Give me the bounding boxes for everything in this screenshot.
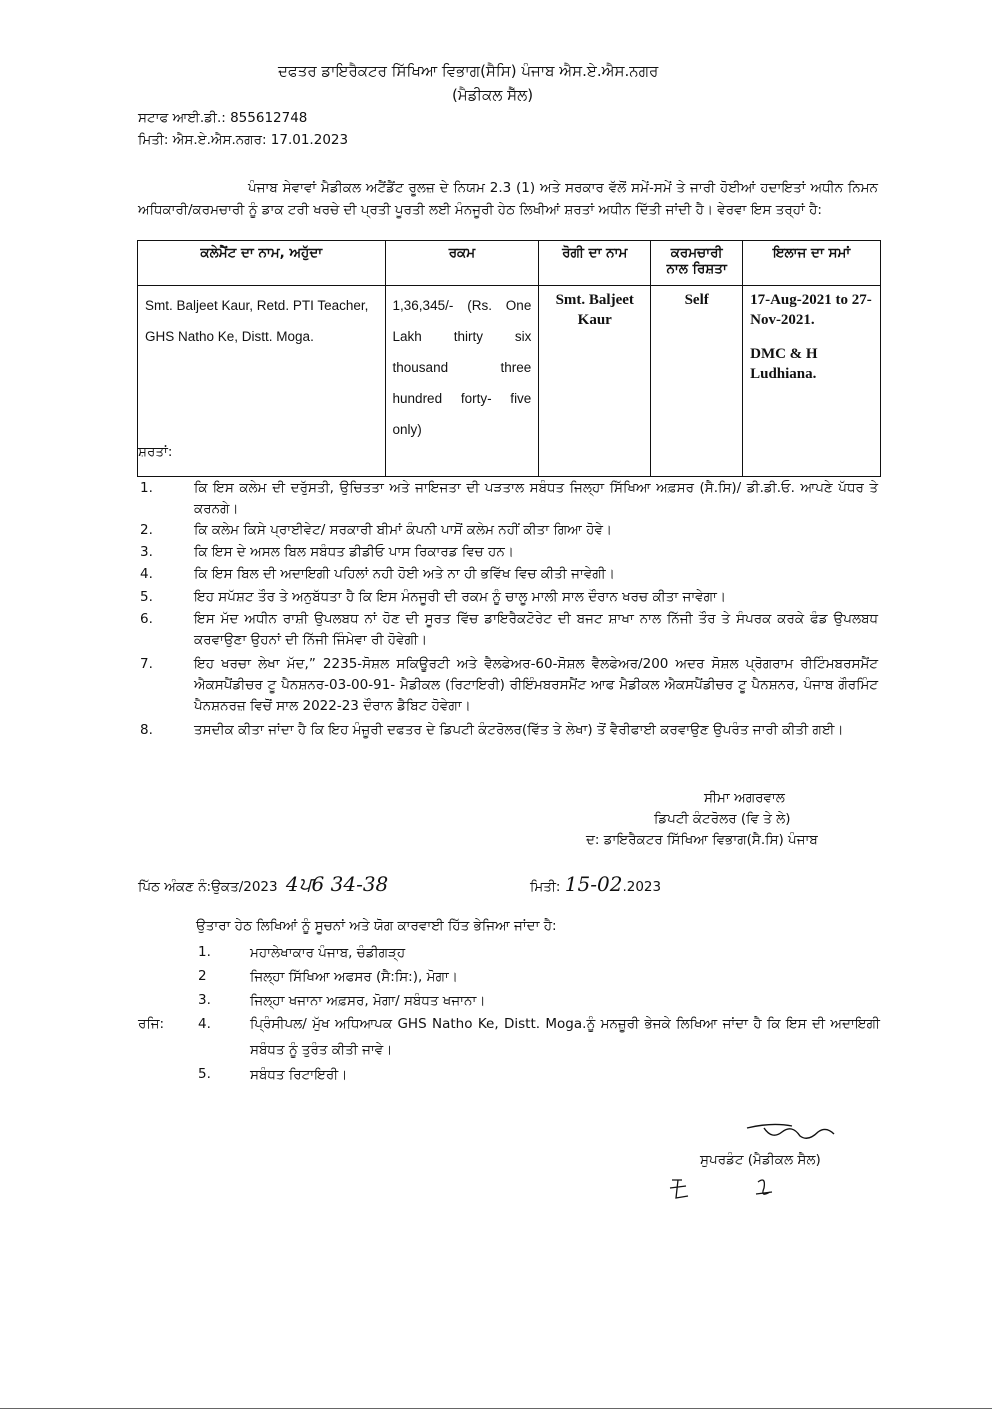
col-header-claimant: ਕਲੇਮੈਂਟ ਦਾ ਨਾਮ, ਅਹੁੱਦਾ [138,241,386,286]
copy-text: ਸਬੰਧਤ ਰਿਟਾਇਰੀ। [250,1067,348,1083]
condition-number: 5. [140,589,153,605]
condition-text: ਕਿ ਇਸ ਦੇ ਅਸਲ ਬਿਲ ਸਬੰਧਤ ਡੀਡੀਓ ਪਾਸ ਰਿਕਾਰਡ ਵਿਚ ਹਨ। [194,544,514,560]
endorsement-label: ਪਿੱਠ ਅੰਕਣ ਨੰ:ਉਕਤ/2023 [138,879,278,895]
hospital-name: DMC & H Ludhiana. [750,346,818,382]
letter-date: ਮਿਤੀ: ਐਸ.ਏ.ਐਸ.ਨਗਰ: 17.01.2023 [138,132,349,148]
condition-number: 3. [140,544,153,560]
condition-text: ਕਿ ਕਲੇਮ ਕਿਸੇ ਪ੍ਰਾਈਵੇਟ/ ਸਰਕਾਰੀ ਬੀਮਾਂ ਕੰਪਨੀ ਪਾਸੋਂ ਕਲੇਮ ਨਹੀਂ ਕੀਤਾ ਗਿਆ ਹੋਵੇ। [194,522,613,538]
endorsement-date-label: ਮਿਤੀ: [530,879,561,895]
condition-text: ਇਹ ਸਪੱਸ਼ਟ ਤੌਰ ਤੇ ਅਨੁਬੱਧਤਾ ਹੈ ਕਿ ਇਸ ਮੰਨਜੂਰੀ ਦੀ ਰਕਮ ਨੂੰ ਚਾਲੂ ਮਾਲੀ ਸਾਲ ਦੌਰਾਨ ਖਰਚ ਕੀਤਾ ਜਾਵੇਗਾ। [194,589,726,605]
copy-intro: ਉਤਾਰਾ ਹੇਠ ਲਿਖਿਆਂ ਨੂੰ ਸੂਚਨਾਂ ਅਤੇ ਯੋਗ ਕਾਰਵਾਈ ਹਿੱਤ ਭੇਜਿਆ ਜਾਂਦਾ ਹੈ: [196,918,557,934]
endorsement-date-handwritten: 15-02 [564,872,623,896]
condition-number: 2. [140,522,153,538]
copy-number: 3. [198,992,211,1008]
condition-text: ਕਿ ਇਸ ਕਲੇਮ ਦੀ ਦਰੁੱਸਤੀ, ਉਚਿਤਤਾ ਅਤੇ ਜਾਇਜਤਾ ਦੀ ਪੜਤਾਲ ਸਬੰਧਤ ਜਿਲ੍ਹਾ ਸਿੱਖਿਆ ਅਫ਼ਸਰ (ਸੈ.ਸਿ)/ ਡੀ.ਡੀ.ਓ. ਆਪਣੇ ਪੱਧਰ ਤੇ ਕਰਨਗੇ। [194,480,878,517]
condition-number: 6. [140,611,153,627]
copy-text: ਮਹਾਲੇਖਾਕਾਰ ਪੰਜਾਬ, ਚੰਡੀਗੜ੍ਹ [250,945,406,961]
endorsement-line [138,872,388,896]
signatory-name: ਸੀਮਾ ਅਗਰਵਾਲ [704,790,785,806]
col-header-amount: ਰਕਮ [385,241,539,286]
copy-text: ਜਿਲ੍ਹਾ ਖਜਾਨਾ ਅਫ਼ਸਰ, ਮੋਗਾ/ ਸਬੰਧਤ ਖਜਾਨਾ। [250,993,486,1009]
patient-cell: Smt. Baljeet Kaur [539,286,651,477]
copy-text: ਜਿਲ੍ਹਾ ਸਿੱਖਿਆ ਅਫਸਰ (ਸੈ:ਸਿ:), ਮੋਗਾ। [250,969,458,985]
signatory-office: ਦ: ਡਾਇਰੈਕਟਰ ਸਿੱਖਿਆ ਵਿਭਾਗ(ਸੈ.ਸਿ) ਪੰਜਾਬ [586,832,818,848]
copy-number: 4. [198,1016,211,1032]
copy-number: 1. [198,944,211,960]
office-header-line1: ਦਫਤਰ ਡਾਇਰੈਕਟਰ ਸਿੱਖਿਆ ਵਿਭਾਗ(ਸੈਸਿ) ਪੰਜਾਬ ਐਸ.ਏ.ਐਸ.ਨਗਰ [278,62,659,80]
intro-paragraph: ਪੰਜਾਬ ਸੇਵਾਵਾਂ ਮੈਡੀਕਲ ਅਟੈਂਡੈਂਟ ਰੂਲਜ਼ ਦੇ ਨਿਯਮ 2.3 (1) ਅਤੇ ਸਰਕਾਰ ਵੱਲੋਂ ਸਮੇਂ-ਸਮੇਂ ਤੇ ਜਾਰੀ ਹੋਈਆਂ ਹਦਾਇਤਾਂ ਅਧੀਨ ਨਿਮਨ ਅਧਿਕਾਰੀ/ਕਰਮਚਾਰੀ ਨੂੰ ਡਾਕ ਟਰੀ ਖਰਚੇ ਦੀ ਪ੍ਰਤੀ ਪੂਰਤੀ ਲਈ ਮੰਨਜੂਰੀ ਹੇਠ ਲਿਖੀਆਂ ਸ਼ਰਤਾਂ ਅਧੀਨ ਦਿੱਤੀ ਜਾਂਦੀ ਹੈ। ਵੇਰਵਾ ਇਸ ਤਰ੍ਹਾਂ ਹੈ: [138,180,878,218]
clerk-initials [660,1172,790,1206]
claim-table [137,240,881,477]
col-header-patient: ਰੋਗੀ ਦਾ ਨਾਮ [539,241,651,286]
staff-id: ਸਟਾਫ ਆਈ.ਡੀ.: 855612748 [138,110,308,126]
endorsement-date-year: .2023 [622,879,662,895]
condition-text: ਕਿ ਇਸ ਬਿਲ ਦੀ ਅਦਾਇਗੀ ਪਹਿਲਾਂ ਨਹੀ ਹੋਈ ਅਤੇ ਨਾ ਹੀ ਭਵਿੱਖ ਵਿਚ ਕੀਤੀ ਜਾਵੇਗੀ। [194,566,615,582]
copy-number: 2 [198,968,207,984]
scan-bottom-edge [0,1408,992,1409]
superintendent-title: ਸੁਪਰਡੰਟ (ਮੈਡੀਕਲ ਸੈਲ) [700,1152,821,1168]
relation-cell: Self [651,286,743,477]
treatment-period: 17-Aug-2021 to 27-Nov-2021. [750,292,872,328]
period-cell [743,286,881,477]
endorsement-date [530,872,661,896]
condition-number: 4. [140,566,153,582]
conditions-label: ਸ਼ਰਤਾਂ: [138,444,173,460]
amount-cell: 1,36,345/- (Rs. One Lakh thirty six thousand three hundred forty- five only) [385,286,539,477]
registered-label: ਰਜਿ: [138,1016,165,1032]
condition-text: ਤਸਦੀਕ ਕੀਤਾ ਜਾਂਦਾ ਹੈ ਕਿ ਇਹ ਮੰਜ਼ੂਰੀ ਦਫਤਰ ਦੇ ਡਿਪਟੀ ਕੰਟਰੋਲਰ(ਵਿੱਤ ਤੇ ਲੇਖਾ) ਤੋਂ ਵੈਰੀਫਾਈ ਕਰਵਾਉਣ ਉਪਰੰਤ ਜਾਰੀ ਕੀਤੀ ਗਈ। [194,722,844,738]
condition-number: 1. [140,480,153,496]
office-header-line2: (ਮੈਡੀਕਲ ਸੈੱਲ) [452,86,534,104]
endorsement-number: 4ਪ6 34-38 [285,872,389,896]
copy-text: ਪ੍ਰਿੰਸੀਪਲ/ ਮੁੱਖ ਅਧਿਆਪਕ GHS Natho Ke, Distt. Moga.ਨੂੰ ਮਨਜ਼ੂਰੀ ਭੇਜਕੇ ਲਿਖਿਆ ਜਾਂਦਾ ਹੈ ਕਿ ਇਸ ਦੀ ਅਦਾਇਗੀ ਸਬੰਧਤ ਨੂੰ ਤੁਰੰਤ ਕੀਤੀ ਜਾਵੇ। [250,1016,880,1058]
condition-text: ਇਸ ਮੱਦ ਅਧੀਨ ਰਾਸ਼ੀ ਉਪਲਬਧ ਨਾਂ ਹੋਣ ਦੀ ਸੂਰਤ ਵਿੱਚ ਡਾਇਰੈਕਟੋਰੇਟ ਦੀ ਬਜਟ ਸ਼ਾਖਾ ਨਾਲ ਨਿੱਜੀ ਤੌਰ ਤੇ ਸੰਪਰਕ ਕਰਕੇ ਫੰਡ ਉਪਲਬਧ ਕਰਵਾਉਣਾ ਉਹਨਾਂ ਦੀ ਨਿੱਜੀ ਜਿੰਮੇਵਾ ਰੀ ਹੋਵੇਗੀ। [194,611,878,648]
copy-number: 5. [198,1066,211,1082]
col-header-period: ਇਲਾਜ ਦਾ ਸਮਾਂ [743,241,881,286]
superintendent-initials [742,1114,842,1154]
condition-text: ਇਹ ਖਰਚਾ ਲੇਖਾ ਮੱਦ,” 2235-ਸੋਸ਼ਲ ਸਕਿਊਰਟੀ ਅਤੇ ਵੈਲਫੇਅਰ-60-ਸੋਸ਼ਲ ਵੈਲਫੇਅਰ/200 ਅਦਰ ਸੋਸ਼ਲ ਪ੍ਰੋਗਰਾਮ ਰੀਟਿੰਮਬਰਸਮੈਂਟ ਐਕਸਪੈਂਡੀਚਰ ਟੂ ਪੈਨਸ਼ਨਰ-03-00-91- ਮੈਡੀਕਲ (ਰਿਟਾਇਰੀ) ਰੀਇੰਮਬਰਸਮੈਂਟ ਆਫ ਮੈਡੀਕਲ ਐਕਸਪੈਂਡੀਚਰ ਟੂ ਪੈਨਸ਼ਨਰ, ਪੰਜਾਬ ਗੌਰਮਿੰਟ ਪੈਨਸ਼ਨਰਜ਼ ਵਿਚੋਂ ਸਾਲ 2022-23 ਦੌਰਾਨ ਡੈਬਿਟ ਹੋਵੇਗਾ। [194,656,878,714]
signatory-designation: ਡਿਪਟੀ ਕੰਟਰੋਲਰ (ਵਿ ਤੇ ਲੇ) [654,811,791,827]
condition-number: 8. [140,722,153,738]
table-header-row [138,241,881,286]
condition-number: 7. [140,656,153,672]
claimant-cell: Smt. Baljeet Kaur, Retd. PTI Teacher, GHS Natho Ke, Distt. Moga. [138,286,386,477]
col-header-relation: ਕਰਮਚਾਰੀ ਨਾਲ ਰਿਸ਼ਤਾ [651,241,743,286]
table-row [138,286,881,477]
